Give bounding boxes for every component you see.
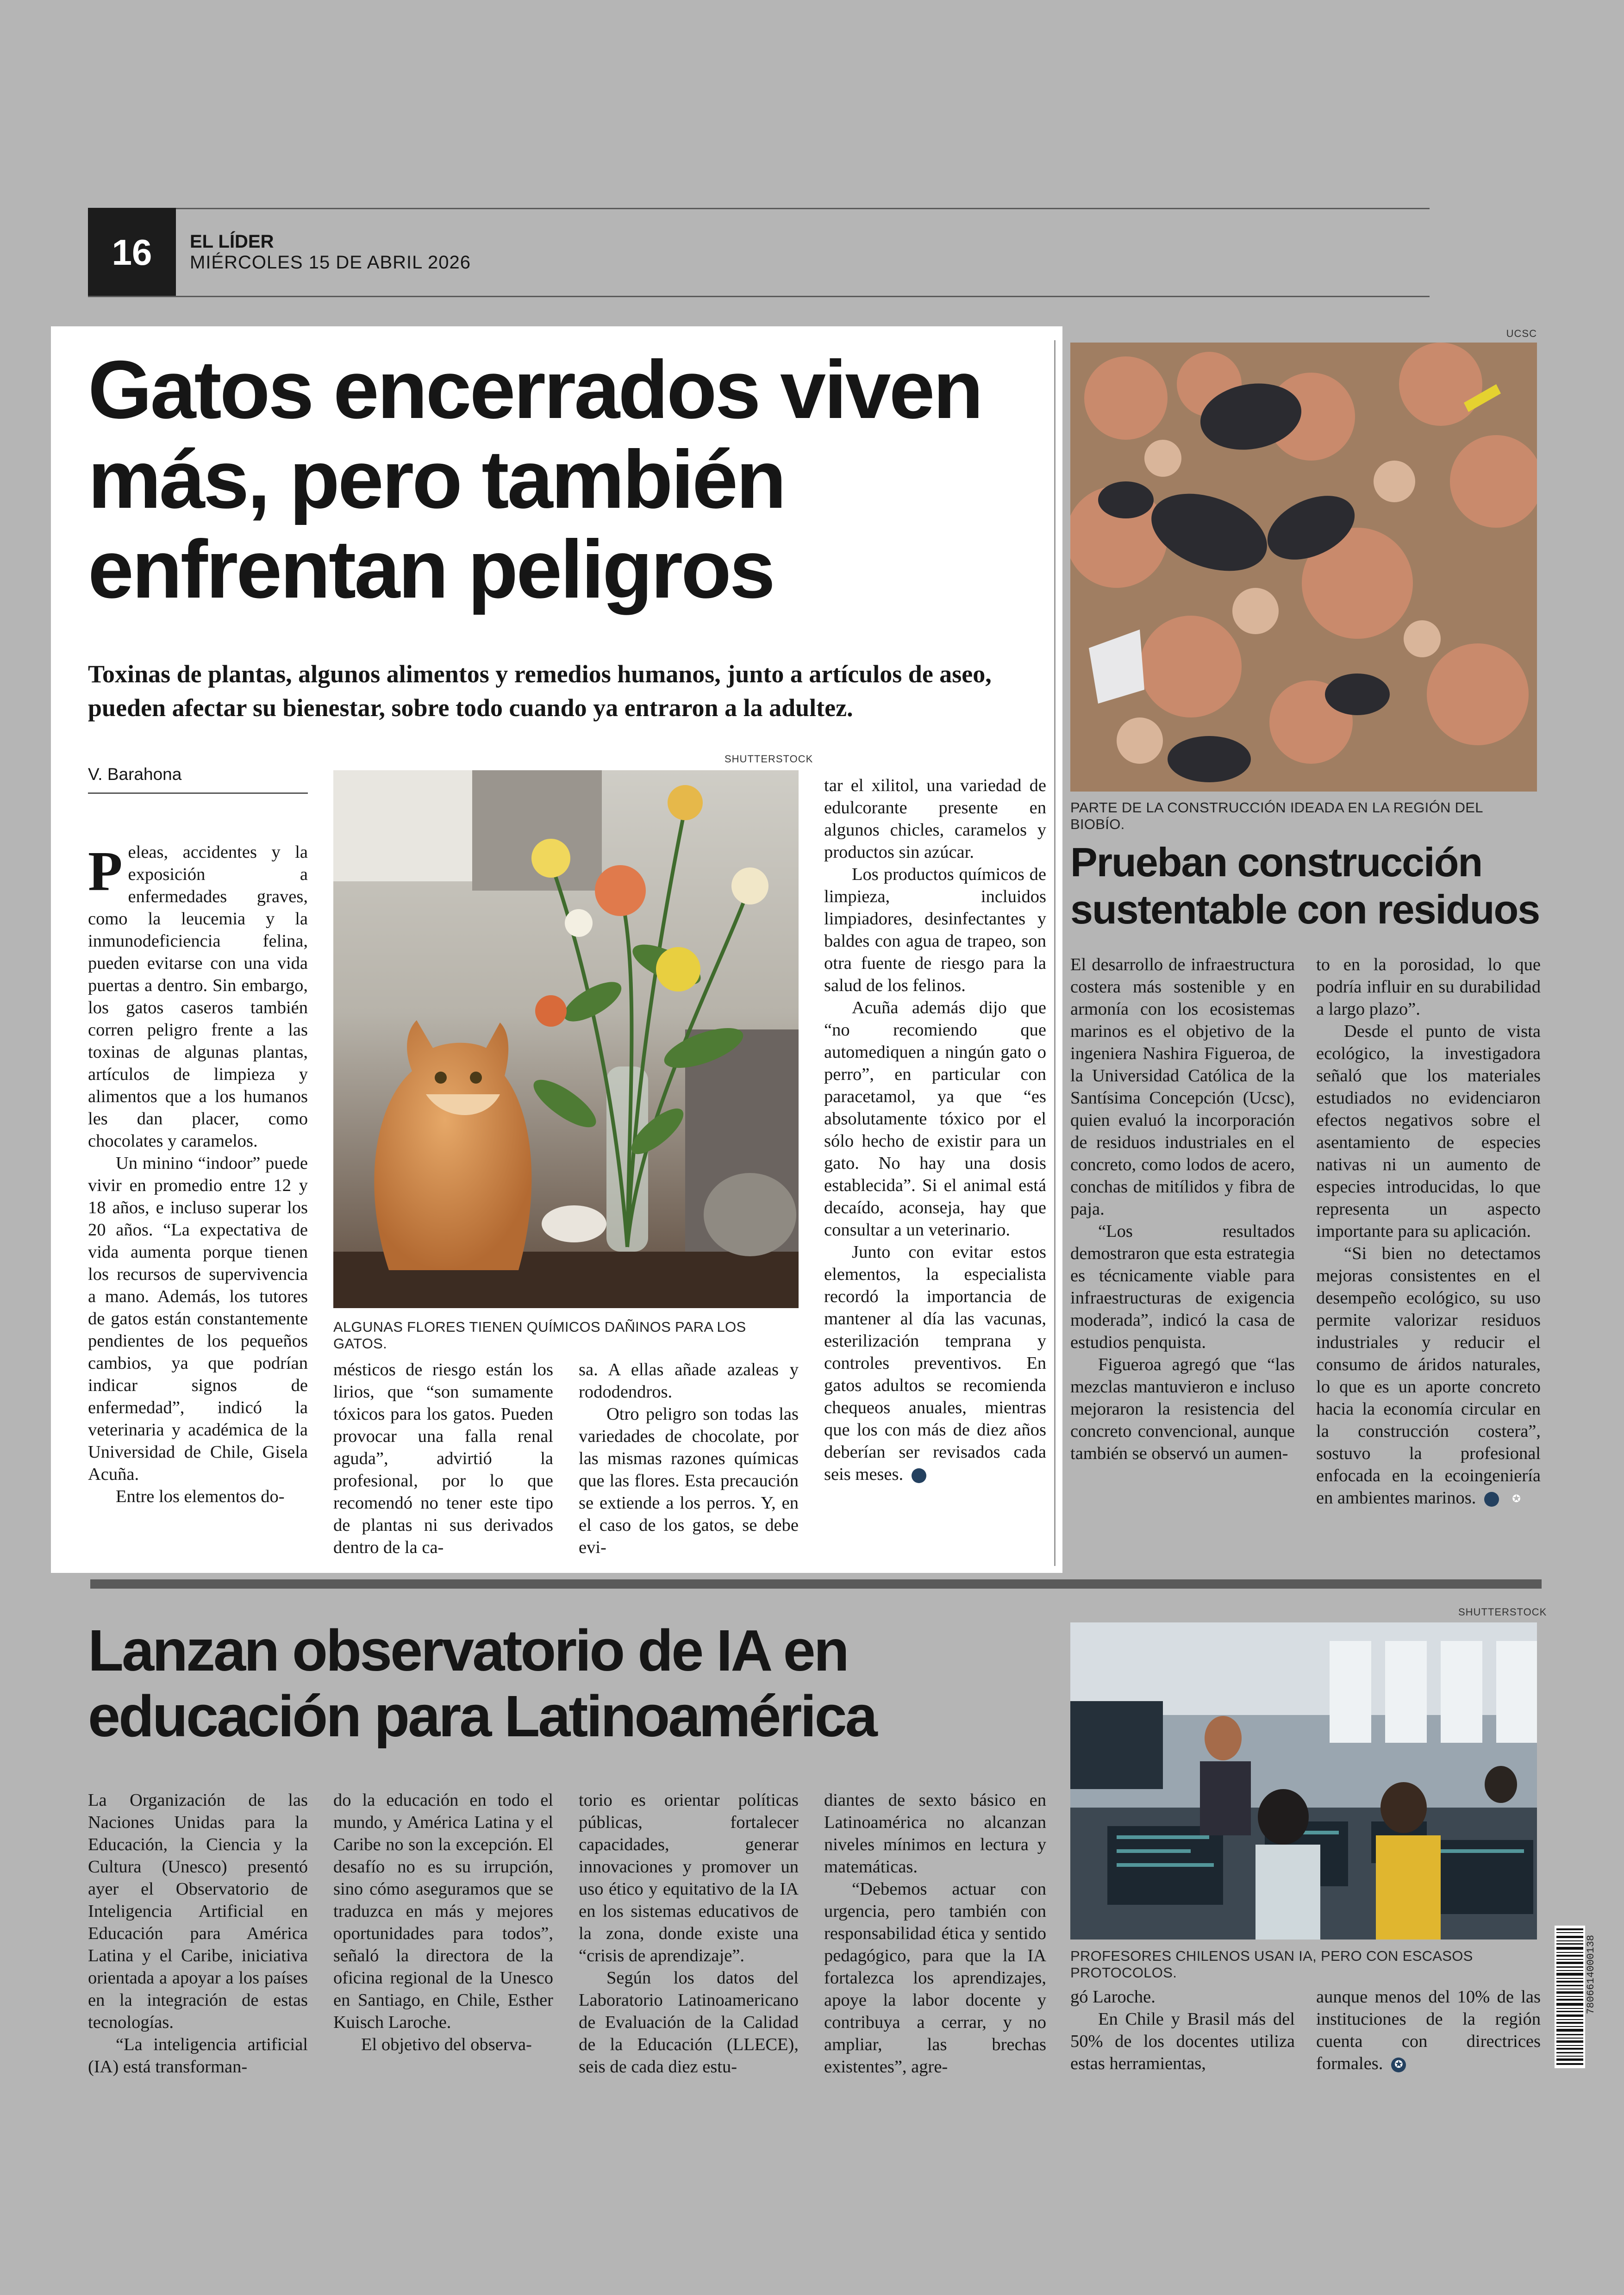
ai-photo-credit: SHUTTERSTOCK xyxy=(1458,1606,1547,1618)
ai-paragraph: La Organización de las Naciones Unidas para la Educación, la Ciencia y la Cultura (Unesco) presentó ayer el Observatorio de Inteligencia Artificial en Educación para América Latina y el Caribe, iniciativa orientada a apoyar a los países en la integración de estas tecnologías. xyxy=(88,1790,308,2032)
cats-paragraph: Junto con evitar estos elementos, la especialista recordó la importancia de mantener al día las vacunas, esterilización temprana y controles preventivos. En gatos adultos se recomienda chequeos anuales, mientras que los con más de diez años deberían ser revisados cada seis meses. xyxy=(824,1242,1046,1484)
construction-paragraph: to en la porosidad, lo que podría influir en su durabilidad a largo plazo”. xyxy=(1316,955,1541,1019)
construction-photo-credit: UCSC xyxy=(1506,328,1537,339)
byline-rule xyxy=(88,792,308,794)
cats-byline: V. Barahona xyxy=(88,765,182,784)
ai-paragraph: diantes de sexto básico en Latinoamérica no alcanzan niveles mínimos en lectura y matemáticas. xyxy=(824,1790,1046,1877)
construction-headline: Prueban construcción sustentable con residuos xyxy=(1070,839,1540,932)
cats-column-4 xyxy=(824,774,1046,1485)
ai-column-1 xyxy=(88,1789,308,2078)
ai-column-4 xyxy=(824,1789,1046,2078)
cats-column-3 xyxy=(579,1359,799,1559)
construction-photo xyxy=(1070,343,1537,792)
cats-column-2 xyxy=(333,1359,553,1559)
construction-paragraph: “Si bien no detectamos mejoras consistentes en el desempeño ecológico, su uso permite valorizar residuos industriales y reducir el consumo de áridos naturales, lo que es un aporte concreto hacia la economía circular en la construcción costera”, sostuvo la profesional enfocada en la ecoingeniería en ambientes marinos. xyxy=(1316,1244,1541,1508)
cats-photo-caption: ALGUNAS FLORES TIENEN QUÍMICOS DAÑINOS PARA LOS GATOS. xyxy=(333,1319,746,1352)
section-separator xyxy=(90,1579,1542,1589)
ai-paragraph: En Chile y Brasil más del 50% de los docentes utiliza estas herramientas, xyxy=(1070,2009,1295,2073)
construction-paragraph: Desde el punto de vista ecológico, la investigadora señaló que los materiales estudiados no evidenciaron efectos negativos sobre el asentamiento de especies nativas ni un aumento de especies introducidas, lo que representa un aspecto importante para su aplicación. xyxy=(1316,1022,1541,1241)
ai-paragraph: “Debemos actuar con urgencia, pero también con responsabilidad ética y sentido pedagógico, para que la IA fortalezca los aprendizajes, apoye la labor docente y contribuya a cerrar, y no ampliar, las brechas existentes”, agre- xyxy=(824,1879,1046,2077)
cats-paragraph: Un minino “indoor” puede vivir en promedio entre 12 y 18 años, e incluso superar los 20 años. “La expectativa de vida aumenta porque tienen los recursos de supervivencia a mano. Además, los tutores de gatos están constantemente pendientes de los pequeños cambios, ya que podrían indicar signos de enfermedad”, indicó la veterinaria y académica de la Universidad de Chile, Gisela Acuña. xyxy=(88,1154,308,1484)
ai-paragraph: do la educación en todo el mundo, y América Latina y el Caribe no son la excepción. El desafío no es su irrupción, sino cómo aseguramos que se traduzca en más y mejores oportunidades para todos”, señaló la directora de la oficina regional de la Unesco en Santiago, en Chile, Esther Kuisch Laroche. xyxy=(333,1790,553,2032)
cats-column-1 xyxy=(88,841,308,1508)
cats-paragraph: eleas, accidentes y la exposición a enfermedades graves, como la leucemia y la inmunodeficiencia felina, pueden evitarse con una vida puertas a dentro. Sin embargo, los gatos caseros también corren peligro frente a las toxinas de algunas plantas, artículos de limpieza y alimentos que a los humanos les dan placer, como chocolates y caramelos. xyxy=(88,842,308,1151)
header-top-rule xyxy=(88,208,1430,209)
construction-photo-caption: PARTE DE LA CONSTRUCCIÓN IDEADA EN LA REGIÓN DEL BIOBÍO. xyxy=(1070,799,1483,832)
cats-headline: Gatos encerrados viven más, pero también enfrentan peligros xyxy=(88,343,982,615)
newspaper-name: EL LÍDER xyxy=(190,231,274,252)
cats-paragraph: Los productos químicos de limpieza, incluidos limpiadores, desinfectantes y baldes con agua de trapeo, son otra fuente de riesgo para la salud de los felinos. xyxy=(824,865,1046,995)
classroom-photo xyxy=(1070,1622,1537,1940)
ai-photo-caption: PROFESORES CHILENOS USAN IA, PERO CON ESCASOS PROTOCOLOS. xyxy=(1070,1948,1473,1981)
ai-paragraph: torio es orientar políticas públicas, fortalecer capacidades, generar innovaciones y promover un uso ético y equitativo de la IA en los sistemas educativos de la zona, donde existe una “crisis de aprendizaje”. xyxy=(579,1790,799,1965)
construction-column-2 xyxy=(1316,954,1541,1509)
construction-column-1 xyxy=(1070,954,1295,1465)
ai-column-3 xyxy=(579,1789,799,2078)
header-bottom-rule xyxy=(88,296,1430,297)
ai-headline: Lanzan observatorio de IA en educación para Latinoamérica xyxy=(88,1618,876,1749)
end-mark-icon: ✪ xyxy=(1391,2058,1406,2072)
cats-paragraph: mésticos de riesgo están los lirios, que “son sumamente tóxicos para los gatos. Pueden provocar una falla renal aguda”, advirtió la profesional, por lo que recomendó no tener este tipo de plantas ni sus derivados dentro de la ca- xyxy=(333,1360,553,1557)
construction-paragraph: El desarrollo de infraestructura costera más sostenible y en armonía con los ecosistemas marinos es el objetivo de la ingeniera Nashira Figueroa, de la Universidad Católica de la Santísima Concepción (Ucsc), quien evaluó la incorporación de residuos industriales en el concreto, como lodos de acero, conchas de mitílidos y fibra de paja. xyxy=(1070,955,1295,1219)
ai-paragraph: aunque menos del 10% de las instituciones de la región cuenta con directrices formales. xyxy=(1316,1987,1541,2073)
column-divider xyxy=(1054,340,1056,1566)
barcode-icon xyxy=(1555,1926,1585,2068)
page-number: 16 xyxy=(88,208,176,297)
ai-column-5 xyxy=(1070,1986,1295,2075)
cats-paragraph: sa. A ellas añade azaleas y rododendros. xyxy=(579,1360,799,1402)
cats-paragraph: Entre los elementos do- xyxy=(116,1487,285,1506)
construction-paragraph: “Los resultados demostraron que esta estrategia es técnicamente viable para infraestructuras de exigencia moderada”, indicó la casa de estudios penquista. xyxy=(1070,1222,1295,1352)
cats-deck: Toxinas de plantas, algunos alimentos y remedios humanos, junto a artículos de aseo, pueden afectar su bienestar, sobre todo cuando ya entraron a la adultez. xyxy=(88,660,992,722)
end-mark-icon: ✪ xyxy=(1484,1492,1499,1507)
ai-paragraph: “La inteligencia artificial (IA) está transforman- xyxy=(88,2035,308,2077)
cats-photo-credit: SHUTTERSTOCK xyxy=(725,753,813,765)
construction-paragraph: Figueroa agregó que “las mezclas mantuvieron e incluso mejoraron la resistencia del concreto convencional, aunque también se observó un aumen- xyxy=(1070,1355,1295,1463)
ai-column-2 xyxy=(333,1789,553,2056)
ai-paragraph: Según los datos del Laboratorio Latinoamericano de Evaluación de la Calidad de la Educación (LLECE), seis de cada diez estu- xyxy=(579,1968,799,2077)
ai-paragraph: gó Laroche. xyxy=(1070,1987,1156,2007)
ai-paragraph: El objetivo del observa- xyxy=(361,2035,532,2054)
cats-paragraph: Otro peligro son todas las variedades de chocolate, por las mismas razones químicas que las flores. Esta precaución se extiende a los perros. Y, en el caso de los gatos, se debe evi- xyxy=(579,1404,799,1557)
drop-cap: P xyxy=(88,840,123,903)
cat-flowers-photo xyxy=(333,770,799,1308)
issue-date: MIÉRCOLES 15 DE ABRIL 2026 xyxy=(190,252,471,273)
cats-paragraph: tar el xilitol, una variedad de edulcorante presente en algunos chicles, caramelos y productos sin azúcar. xyxy=(824,776,1046,862)
barcode-digits: 7806614000138 xyxy=(1585,1935,1597,2014)
end-mark-icon: ✪ xyxy=(912,1468,926,1483)
cats-paragraph: Acuña además dijo que “no recomiendo que automediquen a ningún gato o perro”, en particular con paracetamol, ya que “es absolutamente tóxico por el sólo hecho de existir para un gato. No hay una dosis establecida”. Si el animal está decaído, aconseja, hay que consultar a un veterinario. xyxy=(824,998,1046,1240)
ai-column-6 xyxy=(1316,1986,1541,2075)
